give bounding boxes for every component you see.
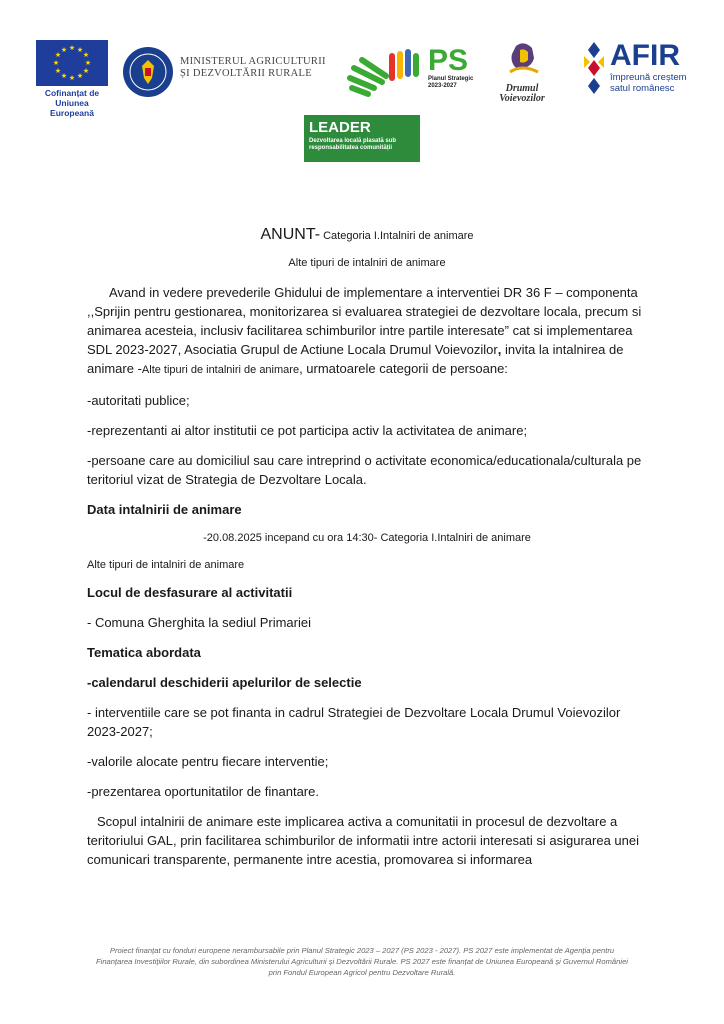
afir-title: AFIR — [610, 39, 680, 72]
dv-line-2: Voievozilor — [499, 93, 545, 104]
svg-text:★: ★ — [84, 59, 92, 67]
svg-text:★: ★ — [60, 46, 68, 54]
intro-text-2: invita la intalnirea de animare - — [87, 342, 624, 376]
svg-text:★: ★ — [82, 51, 90, 59]
eu-logo — [34, 40, 114, 118]
eu-flag-icon — [36, 40, 108, 86]
dv-line-1: Drumul — [505, 83, 539, 94]
svg-text:★: ★ — [76, 72, 84, 80]
svg-text:★: ★ — [52, 59, 60, 67]
location-text: - Comuna Gherghita la sediul Primariei — [87, 615, 311, 630]
date-line: -20.08.2025 incepand cu ora 14:30- Categoria I.Intalniri de animare — [203, 532, 531, 544]
topic-item: -valorile alocate pentru fiecare interventie; — [87, 754, 329, 769]
leader-logo — [304, 115, 420, 162]
ps-logo — [428, 46, 492, 90]
ps-stripes-icon — [346, 48, 424, 98]
intro-text-3: , urmatoarele categorii de persoane: — [299, 361, 508, 376]
topic-item: -prezentarea oportunitatilor de finantare. — [87, 784, 319, 799]
svg-text:★: ★ — [54, 51, 62, 59]
subtitle: Alte tipuri de intalniri de animare — [288, 257, 446, 269]
title-category: Categoria I.Intalniri de animare — [320, 230, 474, 242]
intro-comma: , — [497, 342, 502, 357]
afir-line-1: împreună creștem — [610, 72, 687, 83]
intro-paragraph — [87, 283, 647, 380]
svg-text:★: ★ — [68, 44, 76, 52]
date-line-2: Alte tipuri de intalniri de animare — [87, 559, 245, 571]
page-title — [87, 224, 647, 247]
svg-text:★: ★ — [60, 72, 68, 80]
svg-text:★: ★ — [82, 67, 90, 75]
topic-item-bold: -calendarul deschiderii apelurilor de selectie — [87, 675, 362, 690]
funding-footer: Proiect finanțat cu fonduri europene nerambursabile prin Planul Strategic 2023 – 2027 (PS 2023 - 2027). PS 2027 este implementat de Agenția pentru Finanțarea Investițiilor Rurale, din subordinea Ministerului Agriculturii și Dezvoltării Rurale. PS 2027 este finanțat de Uniunea Europeană și Guvernul României prin Fondul European Agricol pentru Dezvoltare Rurală. — [96, 946, 628, 977]
svg-text:★: ★ — [76, 46, 84, 54]
closing-paragraph: Scopul intalnirii de animare este implicarea activa a comunitatii in procesul de dezvoltare a teritoriului GAL, prin facilitarea schimburilor de informatii intre actorii interesati si asigurarea unei comunicari transparente, permanente intre acestia, promovarea si informarea — [87, 814, 640, 867]
eu-caption-2: Uniunea Europeană — [50, 98, 94, 118]
topics-heading: Tematica abordata — [87, 645, 201, 660]
ps-line-2: 2023-2027 — [428, 83, 457, 89]
afir-mark-icon — [580, 40, 608, 98]
announcement-body — [87, 224, 647, 869]
ps-line-1: Planul Strategic — [428, 76, 474, 82]
eu-caption-1: Cofinanțat de — [44, 88, 100, 98]
dv-caption — [490, 84, 554, 104]
leader-subtitle: Dezvoltarea locală plasată sub responsabilitatea comunității — [309, 138, 397, 151]
date-heading: Data intalnirii de animare — [87, 502, 242, 517]
category-item: -reprezentanti ai altor institutii ce pot participa activ la activitatea de animare; — [87, 423, 528, 438]
ps-title: PS — [428, 44, 469, 77]
ministry-line-2: ȘI DEZVOLTĂRII RURALE — [180, 68, 312, 79]
svg-text:★: ★ — [68, 74, 76, 82]
category-item: -persoane care au domiciliul sau care intreprind o activitate economica/educationala/culturala pe teritoriul vizat de Strategia de Dezvoltare Locala. — [87, 453, 642, 487]
government-emblem-icon — [122, 46, 174, 98]
location-heading: Locul de desfasurare al activitatii — [87, 585, 293, 600]
svg-text:★: ★ — [54, 67, 62, 75]
title-main: ANUNT- — [260, 226, 321, 243]
intro-text-1: Avand in vedere prevederile Ghidului de implementare a interventiei DR 36 F – componenta ,,Sprijin pentru gestionarea, monitorizarea si evaluarea strategiei de dezvoltare locala, precum si animarea acesteia, inclusiv facilitarea schimburilor intre partile interesate” cat si implementarea SDL 2023-2027, Asociatia Grupul de Actiune Locala Drumul Voievozilor — [87, 285, 642, 357]
leader-title: LEADER — [309, 119, 371, 136]
category-item: -autoritati publice; — [87, 393, 190, 408]
afir-logo — [610, 40, 710, 94]
topic-item: - interventiile care se pot finanta in cadrul Strategiei de Dezvoltare Locala Drumul Voievozilor 2023-2027; — [87, 705, 621, 739]
afir-line-2: satul românesc — [610, 83, 675, 94]
ministry-name — [180, 56, 340, 80]
ministry-line-1: MINISTERUL AGRICULTURII — [180, 56, 326, 67]
intro-meeting-type: Alte tipuri de intalniri de animare — [141, 364, 300, 376]
logo-header — [0, 36, 724, 116]
